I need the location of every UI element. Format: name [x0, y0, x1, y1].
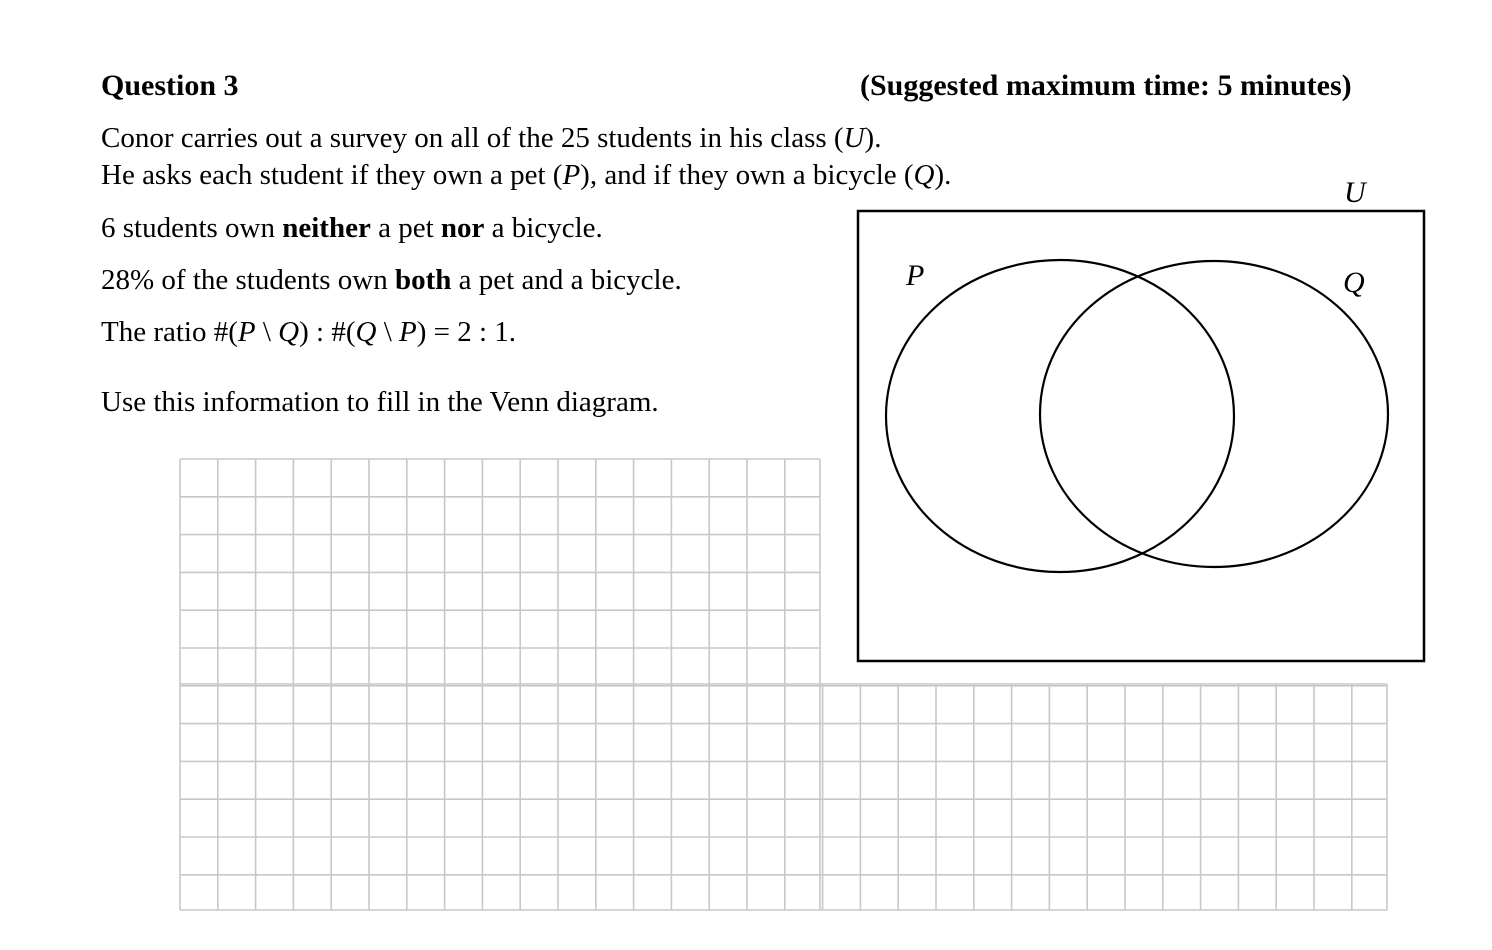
- time-note: (Suggested maximum time: 5 minutes): [860, 69, 1352, 102]
- bicycle-set-symbol: Q: [913, 159, 935, 191]
- neither-emphasis: neither: [282, 212, 371, 244]
- ratio-sep-2: \: [376, 316, 400, 348]
- ratio-q-2: Q: [355, 316, 377, 348]
- ratio-q-1: Q: [278, 316, 300, 348]
- both-emphasis: both: [395, 264, 452, 296]
- line-5-text-a: The ratio #(: [101, 316, 238, 348]
- nor-emphasis: nor: [440, 212, 485, 244]
- student-count: 25: [560, 122, 590, 154]
- set-p-label: P: [906, 259, 925, 292]
- set-q-circle: [1040, 261, 1388, 567]
- pet-set-symbol: P: [562, 159, 581, 191]
- line-3-text-c: a bicycle.: [484, 212, 603, 244]
- line-1-text-a: Conor carries out a survey on all of the: [101, 122, 561, 154]
- line-2-text-a: He asks each student if they own a pet (: [101, 159, 563, 191]
- instruction-text: Use this information to fill in the Venn diagram.: [101, 386, 659, 418]
- question-title: Question 3: [101, 69, 239, 102]
- line-1-text-b: students in his class (: [589, 122, 844, 154]
- line-5-text-c: ) = 2 : 1.: [416, 316, 517, 348]
- line-2-text-b: ), and if they own a bicycle (: [580, 159, 914, 191]
- line-2-text-c: ).: [934, 159, 952, 191]
- line-4-text-a: 28% of the students own: [101, 264, 395, 296]
- universal-set-label: U: [1344, 176, 1366, 209]
- universal-set-symbol: U: [843, 122, 865, 154]
- line-3-text-a: 6 students own: [101, 212, 283, 244]
- line-1-text-c: ).: [864, 122, 882, 154]
- ratio-sep-1: \: [255, 316, 279, 348]
- ratio-p-2: P: [399, 316, 417, 348]
- set-p-circle: [886, 260, 1234, 572]
- line-3-text-b: a pet: [370, 212, 441, 244]
- line-4-text-c: a pet and a bicycle.: [451, 264, 682, 296]
- line-5-text-b: ) : #(: [299, 316, 356, 348]
- set-q-label: Q: [1343, 266, 1365, 299]
- ratio-p-1: P: [237, 316, 256, 348]
